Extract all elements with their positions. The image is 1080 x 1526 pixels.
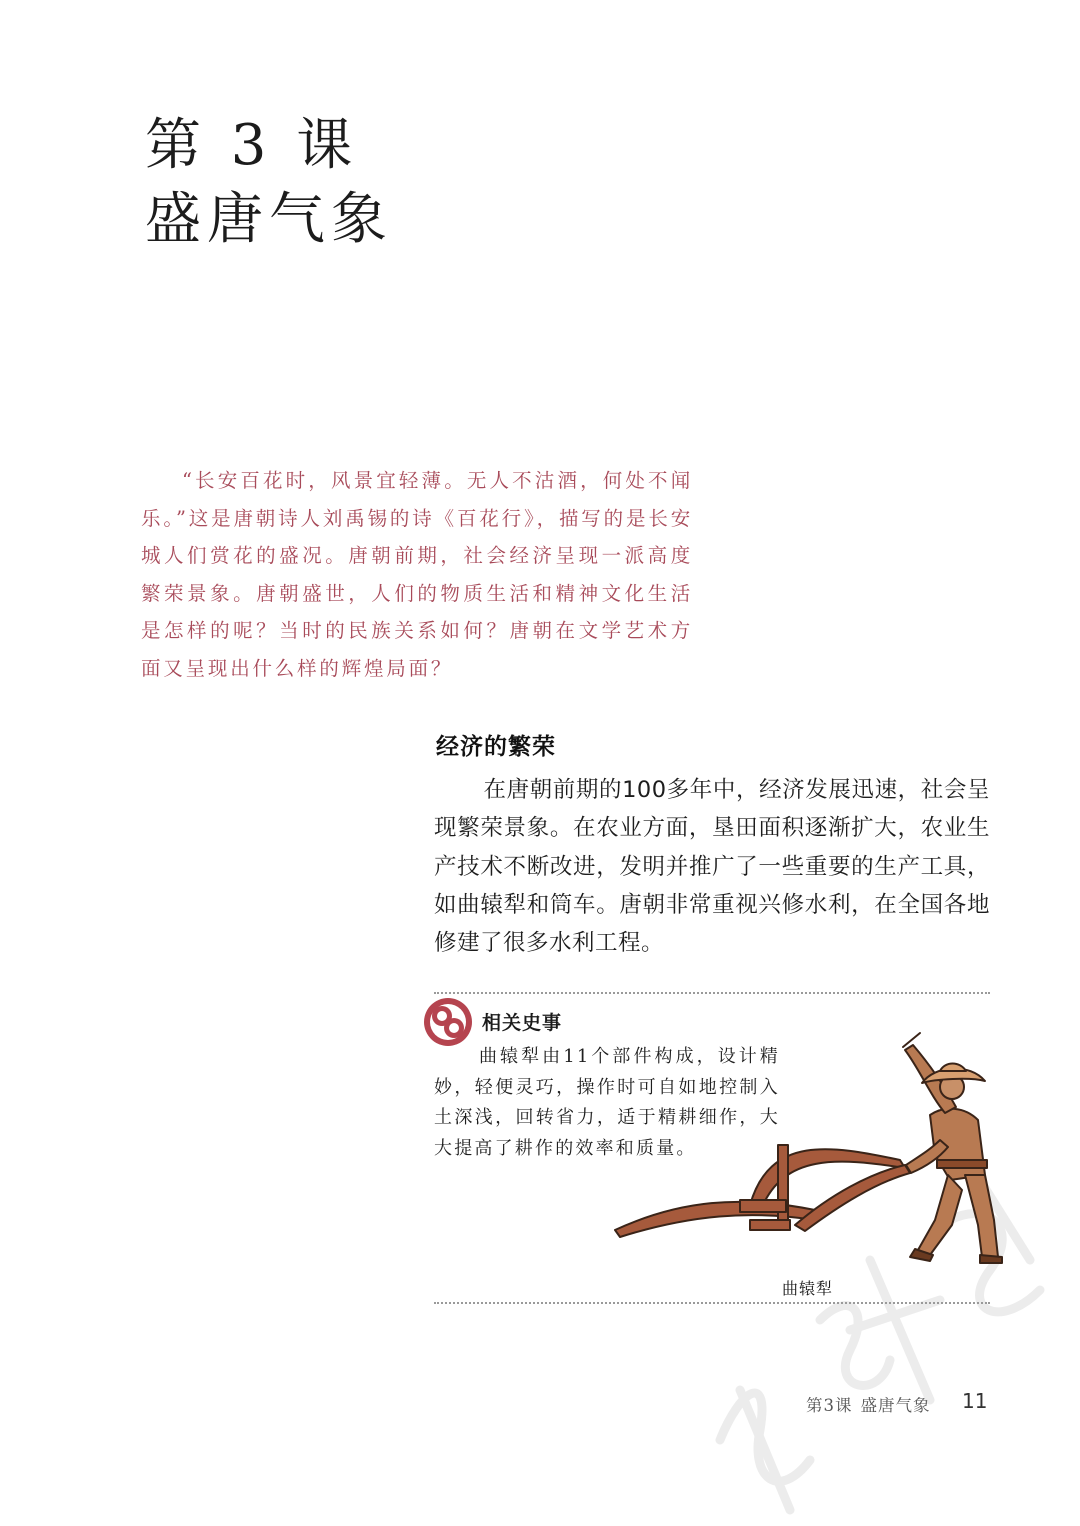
related-history-icon bbox=[422, 996, 474, 1048]
intro-paragraph: “长安百花时，风景宜轻薄。无人不沽酒，何处不闻乐。”这是唐朝诗人刘禹锡的诗《百花行》，描写的是长安城人们赏花的盛况。唐朝前期，社会经济呈现一派高度繁荣景象。唐朝盛世，人们的物质生活和精神文化生活是怎样的呢？当时的民族关系如何？唐朝在文学艺术方面又呈现出什么样的辉煌局面？ bbox=[141, 469, 693, 680]
sidebar-text: 曲辕犁由11个部件构成，设计精妙，轻便灵巧，操作时可自如地控制入土深浅，回转省力，适于精耕细作，大大提高了耕作的效率和质量。 bbox=[434, 1046, 780, 1159]
figure-caption: 曲辕犁 bbox=[782, 1279, 834, 1298]
sidebar-bottom-divider bbox=[434, 1302, 990, 1304]
section-heading: 经济的繁荣 bbox=[436, 734, 556, 760]
sidebar-top-divider bbox=[434, 992, 990, 994]
page-number: 11 bbox=[962, 1389, 988, 1413]
plow-illustration bbox=[600, 1025, 1040, 1285]
section-body: 在唐朝前期的100多年中，经济发展迅速，社会呈现繁荣景象。在农业方面，垦田面积逐渐扩大，农业生产技术不断改进，发明并推广了一些重要的生产工具，如曲辕犁和筒车。唐朝非常重视兴修水利，在全国各地修建了很多水利工程。 bbox=[434, 777, 990, 957]
footer-lesson-label bbox=[806, 1392, 931, 1416]
lesson-number-title: 第 3 课 bbox=[145, 113, 359, 178]
sidebar-title: 相关史事 bbox=[482, 1012, 563, 1034]
lesson-title: 盛唐气象 bbox=[145, 187, 393, 252]
footer-lesson-name: 盛唐气象 bbox=[860, 1396, 931, 1415]
footer-lesson-number: 第3课 bbox=[806, 1396, 853, 1415]
